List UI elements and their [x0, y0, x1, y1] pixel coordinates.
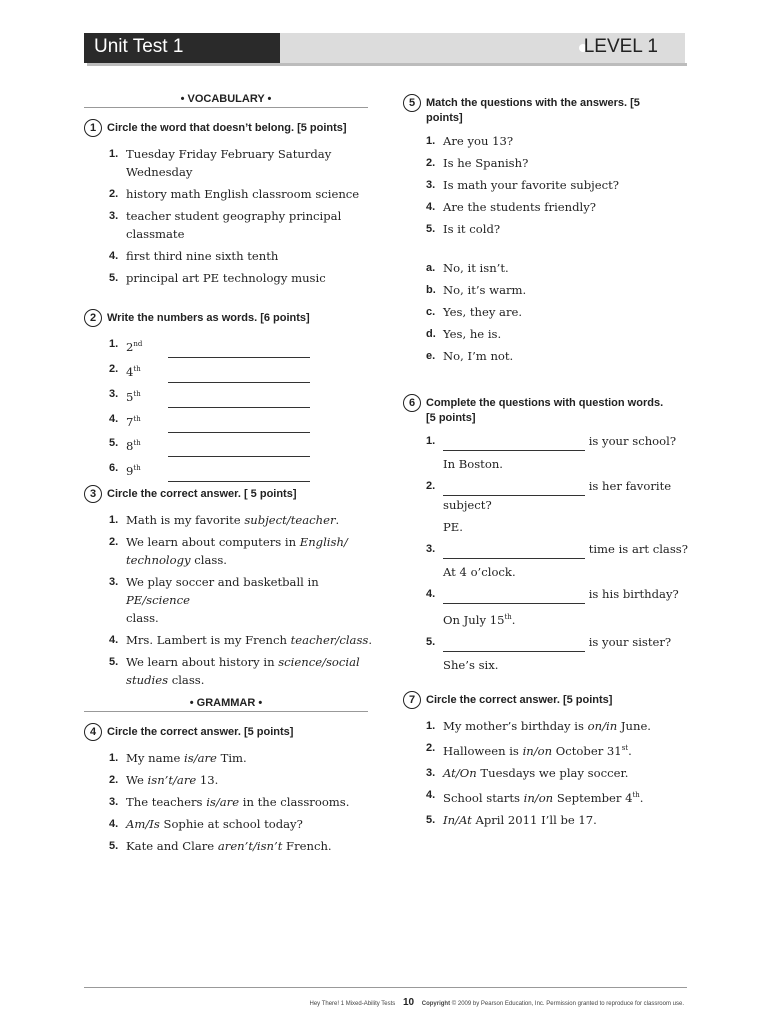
question-2	[84, 311, 374, 480]
list-item: 2. is her favorite	[426, 477, 693, 496]
list-item: 4. is his birthday?	[426, 585, 693, 604]
copyright-text: © 2009 by Pearson Education, Inc. Permission granted to reproduce for classroom use.	[451, 1001, 684, 1007]
list-item: 4. School starts in/on September 4th.	[426, 788, 644, 805]
list-item: 5. 8th	[109, 434, 374, 455]
answer-item: a. No, it isn’t.	[426, 261, 509, 275]
answer-blank[interactable]	[168, 414, 310, 433]
question-number: 3	[84, 485, 102, 503]
list-item-continued: class.	[126, 611, 159, 625]
answer-blank[interactable]	[443, 477, 585, 496]
question-title: Circle the correct answer. [ 5 points]	[107, 488, 297, 500]
list-item: 5. We learn about history in science/social	[109, 655, 360, 669]
answer-item: b. No, it’s warm.	[426, 283, 527, 297]
list-item: 3. teacher student geography principal	[109, 209, 342, 223]
question-4	[84, 725, 374, 855]
divider	[84, 107, 368, 108]
list-item: 2. history math English classroom science	[109, 187, 360, 201]
list-item-continued: studies class.	[126, 673, 205, 687]
list-item: 5. principal art PE technology music	[109, 271, 326, 285]
answer-blank[interactable]	[168, 364, 310, 383]
list-item: 3. We play soccer and basketball in PE/science	[109, 575, 319, 607]
answer-blank[interactable]	[168, 438, 310, 457]
list-item: 2. 4th	[109, 360, 374, 381]
answer-text: At 4 o’clock.	[443, 565, 516, 579]
footer	[84, 997, 684, 1008]
list-item-continued: technology class.	[126, 553, 227, 567]
question-5	[403, 96, 693, 365]
footer-divider	[84, 987, 687, 988]
answer-text: She’s six.	[443, 657, 499, 672]
list-item: 4. 7th	[109, 410, 374, 431]
question-3	[84, 487, 374, 689]
answer-blank[interactable]	[168, 463, 310, 482]
question-1	[84, 121, 374, 287]
list-item: 3. Is math your favorite subject?	[426, 178, 620, 192]
answer-blank[interactable]	[443, 585, 585, 604]
list-item: 5. Kate and Clare aren’t/isn’t French.	[109, 839, 332, 853]
question-title: Write the numbers as words. [6 points]	[107, 312, 310, 324]
list-item: 3. time is art class?	[426, 540, 693, 559]
list-item: 1. 2nd	[109, 335, 374, 356]
answer-blank[interactable]	[168, 389, 310, 408]
list-item: 5. is your sister?	[426, 633, 693, 652]
question-number: 1	[84, 119, 102, 137]
list-item: 3. At/On Tuesdays we play soccer.	[426, 765, 629, 780]
list-item: 5. In/At April 2011 I’ll be 17.	[426, 812, 597, 827]
list-item: 4. Am/Is Sophie at school today?	[109, 817, 303, 831]
answer-text: In Boston.	[443, 457, 503, 471]
question-title: Match the questions with the answers. [5 points]	[426, 97, 640, 124]
answer-blank[interactable]	[443, 432, 585, 451]
copyright-label: Copyright	[421, 1001, 451, 1007]
list-item: 2. We learn about computers in English/	[109, 535, 348, 549]
section-vocabulary: • VOCABULARY •	[180, 93, 272, 105]
answer-blank[interactable]	[443, 540, 585, 559]
question-title: Circle the correct answer. [5 points]	[107, 726, 294, 738]
question-number: 2	[84, 309, 102, 327]
page-number: 10	[402, 997, 415, 1008]
list-item: 1. Math is my favorite subject/teacher.	[109, 513, 340, 527]
answer-blank[interactable]	[168, 339, 310, 358]
answer-item: d. Yes, he is.	[426, 327, 502, 341]
question-number: 6	[403, 394, 421, 412]
list-item-continued: classmate	[126, 227, 185, 241]
header-shadow	[87, 63, 687, 66]
list-item: 2. Halloween is in/on October 31st.	[426, 742, 632, 758]
list-item: 1. My name is/are Tim.	[109, 751, 247, 765]
list-item: 1. Tuesday Friday February Saturday	[109, 147, 332, 161]
list-item: 1. Are you 13?	[426, 134, 514, 148]
list-item: 1. My mother’s birthday is on/in June.	[426, 719, 651, 733]
level-label: LEVEL 1	[583, 36, 658, 57]
section-grammar: • GRAMMAR •	[189, 697, 263, 709]
list-item: 3. 5th	[109, 385, 374, 406]
list-item: 4. Mrs. Lambert is my French teacher/class.	[109, 633, 373, 647]
list-item: 1. is your school?	[426, 432, 693, 451]
list-item: 2. We isn’t/are 13.	[109, 773, 219, 787]
list-item: 5. Is it cold?	[426, 222, 501, 236]
answer-item: e. No, I’m not.	[426, 349, 514, 363]
question-7	[403, 693, 693, 829]
question-title: Circle the correct answer. [5 points]	[426, 694, 613, 706]
list-item: 2. Is he Spanish?	[426, 156, 529, 170]
question-title: Complete the questions with question words. [5 points]	[426, 397, 664, 424]
divider	[84, 711, 368, 712]
answer-text: On July 15th.	[443, 612, 516, 627]
list-item: 4. Are the students friendly?	[426, 200, 597, 214]
list-item-continued: subject?	[443, 498, 492, 512]
list-item: 4. first third nine sixth tenth	[109, 249, 279, 263]
book-title: Hey There! 1 Mixed-Ability Tests	[309, 1001, 396, 1007]
list-item: 3. The teachers is/are in the classrooms.	[109, 795, 350, 809]
answer-blank[interactable]	[443, 633, 585, 652]
question-6	[403, 396, 693, 674]
answer-text: PE.	[443, 520, 463, 534]
list-item: 6. 9th	[109, 459, 374, 480]
answer-item: c. Yes, they are.	[426, 305, 523, 319]
question-title: Circle the word that doesn’t belong. [5 points]	[107, 122, 347, 134]
question-number: 4	[84, 723, 102, 741]
list-item-continued: Wednesday	[126, 165, 193, 179]
page-title: Unit Test 1	[94, 36, 184, 57]
question-number: 5	[403, 94, 421, 112]
question-number: 7	[403, 691, 421, 709]
